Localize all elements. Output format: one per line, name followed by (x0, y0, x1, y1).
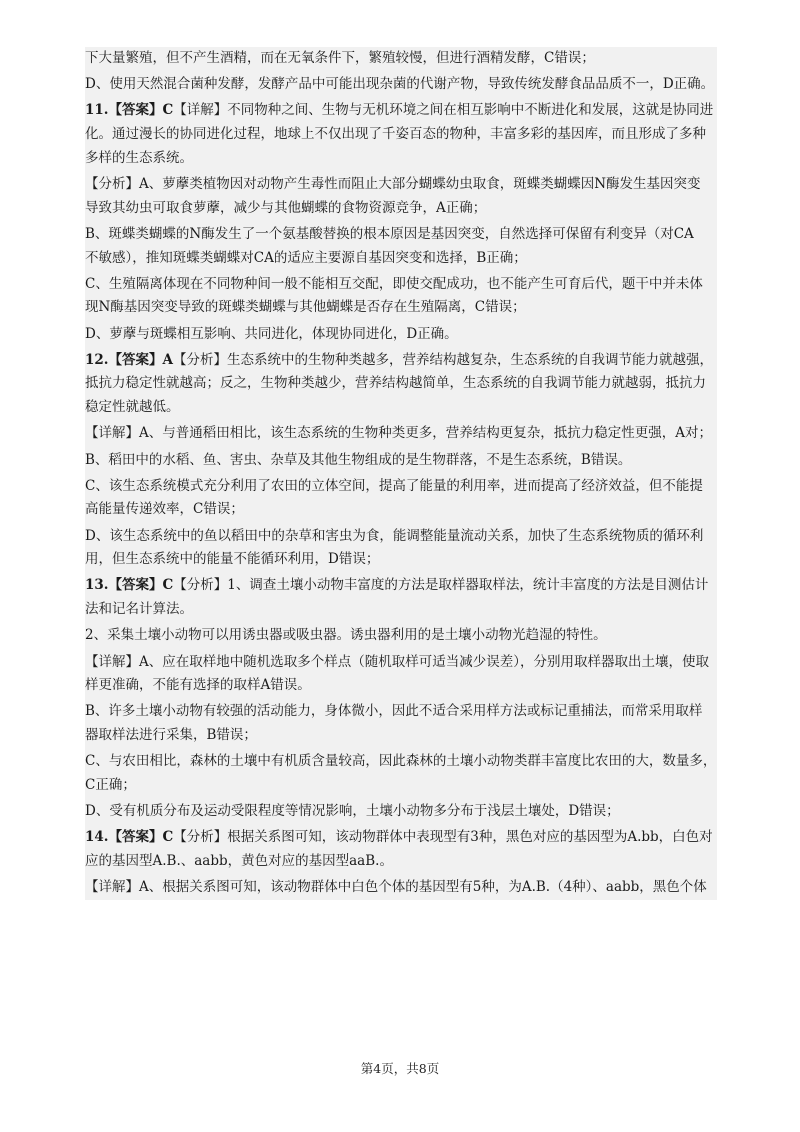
text-line: 抵抗力稳定性就越高；反之，生物种类越少，营养结构越简单，生态系统的自我调节能力就越弱，抵抗力 (85, 375, 706, 392)
page-footer: 第4页，共8页 (360, 1061, 440, 1076)
text-line: C、与农田相比，森林的土壤中有机质含量较高，因此森林的土壤小动物类群丰富度比农田的大，数量多， (85, 753, 717, 770)
text-line: 2、采集土壤小动物可以用诱虫器或吸虫器。诱虫器利用的是土壤小动物光趋湿的特性。 (85, 627, 607, 644)
text-line: C、该生态系统模式充分利用了农田的立体空间，提高了能量的利用率，进而提高了经济效益，但不能提 (85, 477, 703, 494)
text-line: 高能量传递效率，C错误； (85, 501, 244, 518)
text-line: 现N酶基因突变导致的斑蝶类蝴蝶与其他蝴蝶是否存在生殖隔离，C错误； (85, 299, 526, 316)
text-line: D、使用天然混合菌种发酵，发酵产品中可能出现杂菌的代谢产物，导致传统发酵食品品质不一，D正确。 (85, 76, 715, 93)
text-line: 【分析】A、萝藦类植物因对动物产生毒性而阻止大部分蝴蝶幼虫取食，斑蝶类蝴蝶因N酶发生基因突变 (85, 175, 701, 192)
answer-text (85, 47, 717, 900)
text-line: 稳定性就越低。 (85, 399, 180, 416)
text-line: 下大量繁殖，但不产生酒精，而在无氧条件下，繁殖较慢，但进行酒精发酵，C错误； (85, 50, 595, 66)
text-line: 【详解】A、根据关系图可知，该动物群体中白色个体的基因型有5种，为A.B.（4种）、aabb，黑色个体 (85, 879, 707, 896)
text-line: 11.【答案】C【详解】不同物种之间、生物与无机环境之间在相互影响中不断进化和发展，这就是协同进 (85, 102, 714, 119)
text-line: B、斑蝶类蝴蝶的N酶发生了一个氨基酸替换的根本原因是基因突变，自然选择可保留有利变异（对CA (85, 225, 694, 242)
text-line: 导致其幼虫可取食萝藦，减少与其他蝴蝶的食物资源竞争，A正确； (85, 199, 487, 216)
text-line: 应的基因型A.B.、aabb，黄色对应的基因型aaB.。 (85, 853, 393, 869)
text-line: 14.【答案】C【分析】根据关系图可知，该动物群体中表现型有3种，黑色对应的基因型为A.bb，白色对 (85, 829, 713, 846)
text-line: 12.【答案】A【分析】生态系统中的生物种类越多，营养结构越复杂，生态系统的自我调节能力就越强， (85, 351, 713, 368)
text-line: 13.【答案】C【分析】1、调查土壤小动物丰富度的方法是取样器取样法，统计丰富度的方法是目测估计 (85, 577, 709, 594)
text-line: C、生殖隔离体现在不同物种间一般不能相互交配，即使交配成功，也不能产生可育后代，题干中并未体 (85, 275, 703, 292)
text-line: 【详解】A、应在取样地中随机选取多个样点（随机取样可适当减少误差），分别用取样器取出土壤，使取 (85, 653, 709, 670)
text-line: B、稻田中的水稻、鱼、害虫、杂草及其他生物组成的是生物群落，不是生态系统，B错误。 (85, 451, 632, 468)
text-line: 法和记名计算法。 (85, 601, 193, 618)
text-line: 【详解】A、与普通稻田相比，该生态系统的生物种类更多，营养结构更复杂，抵抗力稳定性更强，A对； (85, 425, 712, 442)
text-line: D、受有机质分布及运动受限程度等情况影响，土壤小动物多分布于浅层土壤处，D错误； (85, 803, 620, 820)
text-line: D、该生态系统中的鱼以稻田中的杂草和害虫为食，能调整能量流动关系，加快了生态系统物质的循环利 (85, 527, 704, 544)
text-line: D、萝藦与斑蝶相互影响、共同进化，体现协同进化，D正确。 (85, 325, 458, 342)
text-line: C正确； (85, 776, 136, 793)
text-line: B、许多土壤小动物有较强的活动能力，身体微小，因此不适合采用样方法或标记重捕法，而常采用取样 (85, 703, 703, 720)
text-line: 器取样法进行采集，B错误； (85, 727, 257, 744)
text-line: 多样的生态系统。 (85, 149, 193, 166)
text-line: 化。通过漫长的协同进化过程，地球上不仅出现了千姿百态的物种，丰富多彩的基因库，而且形成了多种 (85, 126, 706, 143)
text-line: 样更准确，不能有选择的取样A错误。 (85, 677, 311, 694)
text-line: 用，但生态系统中的能量不能循环利用，D错误； (85, 551, 380, 568)
text-line: 不敏感），推知斑蝶类蝴蝶对CA的适应主要源自基因突变和选择，B正确； (85, 249, 527, 266)
